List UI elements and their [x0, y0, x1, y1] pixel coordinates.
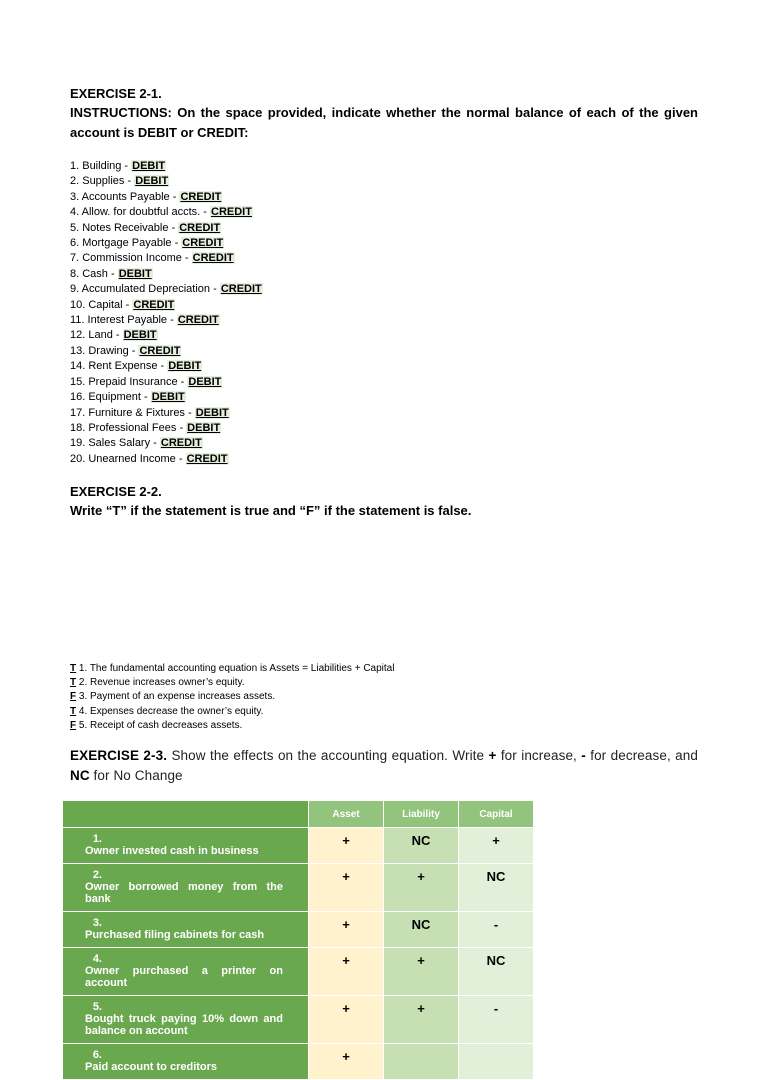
table-row — [63, 996, 534, 1044]
capital-effect: NC — [459, 864, 534, 912]
list-item — [70, 267, 698, 282]
header-blank — [63, 801, 309, 828]
account-label: 16. Equipment - — [70, 391, 151, 404]
statement-text: 1. The fundamental accounting equation is Assets = Liabilities + Capital — [76, 663, 395, 674]
intro-text-4: for No Change — [89, 768, 183, 783]
list-item — [70, 174, 698, 189]
balance-answer: CREDIT — [139, 344, 181, 357]
balance-answer: CREDIT — [177, 314, 219, 327]
capital-effect: NC — [459, 948, 534, 996]
exercise-2-3-intro — [70, 746, 698, 786]
list-item — [70, 406, 698, 421]
transaction-cell — [63, 1044, 309, 1080]
true-false-answer: F — [70, 691, 77, 703]
intro-text-2: for increase, — [496, 748, 582, 763]
intro-text-1: Show the effects on the accounting equation. Write — [167, 748, 489, 763]
true-false-answer: T — [70, 677, 77, 689]
transaction-description: Paid account to creditors — [85, 1061, 218, 1073]
asset-effect: + — [309, 828, 384, 864]
account-label: 11. Interest Payable - — [70, 314, 177, 327]
list-item — [70, 452, 698, 467]
table-row — [63, 828, 534, 864]
transaction-number: 2. — [92, 869, 102, 881]
transaction-description: Owner purchased a printer on account — [85, 965, 283, 989]
liability-effect: NC — [384, 912, 459, 948]
list-item — [70, 190, 698, 205]
list-item — [70, 205, 698, 220]
balance-answer: CREDIT — [179, 221, 221, 234]
asset-effect: + — [309, 1044, 384, 1080]
account-label: 1. Building - — [70, 160, 132, 172]
transaction-cell — [63, 912, 309, 948]
minus-symbol: - — [581, 748, 586, 763]
balance-answer: DEBIT — [118, 267, 152, 280]
list-item — [70, 221, 698, 236]
liability-effect — [384, 1044, 459, 1080]
transaction-number: 4. — [92, 953, 102, 965]
nc-symbol: NC — [70, 768, 90, 783]
liability-effect: + — [384, 996, 459, 1044]
liability-effect: + — [384, 864, 459, 912]
statement-text: 5. Receipt of cash decreases assets. — [76, 719, 243, 731]
transaction-description: Purchased filing cabinets for cash — [85, 929, 265, 941]
statement-text: 2. Revenue increases owner’s equity. — [76, 677, 245, 689]
list-item — [70, 390, 698, 405]
table-row — [63, 948, 534, 996]
balance-answer: DEBIT — [123, 329, 157, 342]
list-item — [70, 705, 394, 719]
statement-text: 3. Payment of an expense increases assets. — [76, 691, 276, 703]
list-item — [70, 328, 698, 343]
account-label: 10. Capital - — [70, 298, 133, 311]
list-item — [70, 375, 698, 390]
transaction-number: 5. — [92, 1001, 102, 1013]
transaction-cell — [63, 828, 309, 864]
account-label: 19. Sales Salary - — [70, 437, 160, 450]
account-label: 5. Notes Receivable - — [70, 221, 179, 234]
account-label: 15. Prepaid Insurance - — [70, 375, 188, 388]
account-label: 17. Furniture & Fixtures - — [70, 406, 195, 419]
transaction-number: 1. — [92, 833, 102, 845]
balance-answer: CREDIT — [220, 283, 262, 296]
account-label: 2. Supplies - — [70, 175, 135, 188]
header-capital: Capital — [459, 801, 534, 828]
true-false-list — [70, 662, 394, 733]
exercise-2-2-instructions: Write “T” if the statement is true and “F” if the statement is false. — [70, 503, 472, 518]
capital-effect: - — [459, 912, 534, 948]
list-item — [70, 159, 698, 174]
exercise-2-1-section — [70, 84, 698, 467]
balance-answer: CREDIT — [133, 298, 175, 311]
balance-answer: DEBIT — [195, 406, 229, 419]
balance-answer: DEBIT — [151, 391, 185, 404]
liability-effect: + — [384, 948, 459, 996]
account-label: 12. Land - — [70, 329, 123, 342]
transaction-cell — [63, 948, 309, 996]
balance-answer: DEBIT — [132, 160, 166, 172]
balance-answer: CREDIT — [180, 190, 222, 203]
account-label: 9. Accumulated Depreciation - — [70, 283, 220, 296]
list-item — [70, 676, 394, 690]
list-item — [70, 236, 698, 251]
list-item — [70, 421, 698, 436]
exercise-2-3-title: EXERCISE 2-3. — [70, 748, 168, 763]
transaction-cell — [63, 864, 309, 912]
list-item — [70, 313, 698, 328]
accounting-equation-table — [62, 800, 534, 1080]
asset-effect: + — [309, 864, 384, 912]
table-header-row — [63, 801, 534, 828]
transaction-description: Bought truck paying 10% down and balance on account — [85, 1013, 283, 1037]
account-label: 8. Cash - — [70, 267, 118, 280]
balance-answer: DEBIT — [188, 375, 222, 388]
account-label: 13. Drawing - — [70, 344, 139, 357]
transaction-description: Owner borrowed money from the bank — [85, 881, 283, 905]
balance-answer: DEBIT — [135, 175, 169, 188]
balance-answer: CREDIT — [211, 206, 252, 219]
list-item — [70, 359, 698, 374]
account-label: 20. Unearned Income - — [70, 452, 186, 465]
list-item — [70, 251, 698, 266]
asset-effect: + — [309, 996, 384, 1044]
exercise-2-1-title: EXERCISE 2-1. — [70, 86, 162, 101]
asset-effect: + — [309, 948, 384, 996]
balance-answer: DEBIT — [168, 360, 202, 373]
account-label: 6. Mortgage Payable - — [70, 237, 182, 250]
table-row — [63, 1044, 534, 1080]
account-label: 7. Commission Income - — [70, 252, 192, 265]
true-false-answer: T — [70, 705, 77, 717]
list-item — [70, 298, 698, 313]
true-false-answer: F — [70, 719, 77, 731]
list-item — [70, 662, 394, 676]
transaction-cell — [63, 996, 309, 1044]
list-item — [70, 344, 698, 359]
table-row — [63, 864, 534, 912]
intro-text-3: for decrease, and — [585, 748, 698, 763]
exercise-2-1-instructions: INSTRUCTIONS: On the space provided, indicate whether the normal balance of each of the given account is DEBIT or CREDIT: — [70, 105, 698, 140]
exercise-2-2-title: EXERCISE 2-2. — [70, 484, 162, 499]
balance-answer: DEBIT — [187, 421, 221, 434]
transaction-number: 3. — [92, 917, 102, 929]
liability-effect: NC — [384, 828, 459, 864]
header-liability: Liability — [384, 801, 459, 828]
table-row — [63, 912, 534, 948]
list-item — [70, 282, 698, 297]
plus-symbol: + — [488, 748, 497, 763]
statement-text: 4. Expenses decrease the owner’s equity. — [76, 705, 264, 717]
balance-answer: CREDIT — [160, 437, 202, 450]
capital-effect: + — [459, 828, 534, 864]
account-list — [70, 159, 698, 467]
capital-effect — [459, 1044, 534, 1080]
balance-answer: CREDIT — [182, 237, 224, 250]
capital-effect: - — [459, 996, 534, 1044]
list-item — [70, 690, 394, 704]
list-item — [70, 719, 394, 733]
header-asset: Asset — [309, 801, 384, 828]
balance-answer: CREDIT — [192, 252, 234, 265]
account-label: 4. Allow. for doubtful accts. - — [70, 206, 211, 219]
list-item — [70, 436, 698, 451]
account-label: 3. Accounts Payable - — [70, 190, 180, 203]
transaction-number: 6. — [92, 1049, 102, 1061]
account-label: 18. Professional Fees - — [70, 421, 187, 434]
true-false-answer: T — [70, 663, 77, 674]
account-label: 14. Rent Expense - — [70, 360, 168, 373]
balance-answer: CREDIT — [186, 452, 228, 465]
asset-effect: + — [309, 912, 384, 948]
exercise-2-2-section — [70, 482, 698, 520]
transaction-description: Owner invested cash in business — [85, 845, 259, 857]
